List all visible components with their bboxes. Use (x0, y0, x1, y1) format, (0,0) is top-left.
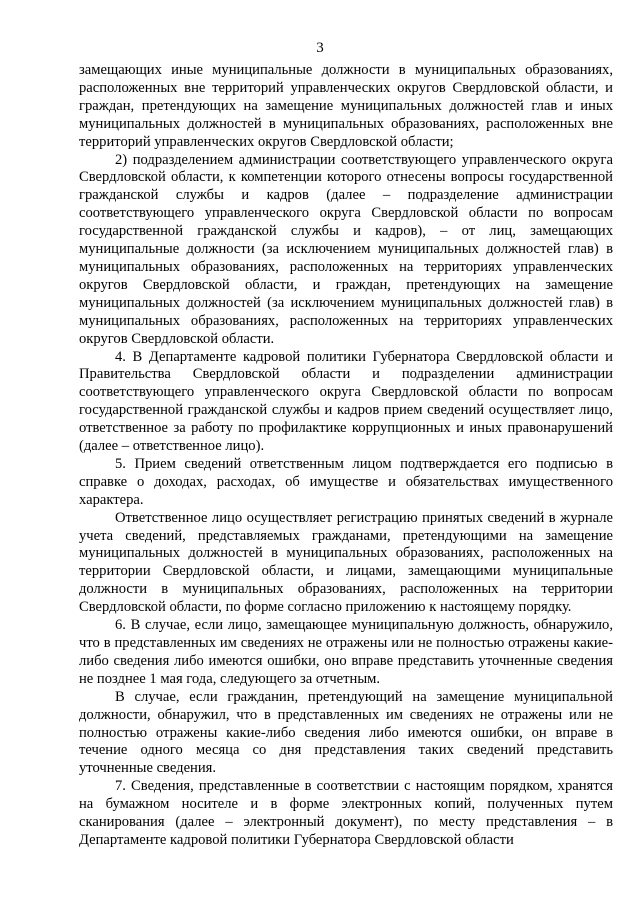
paragraph-item-5: 5. Прием сведений ответственным лицом подтверждается его подписью в справке о доходах, расходах, об имуществе и обязательствах имущественного характера. (79, 455, 613, 508)
page-number: 3 (316, 40, 324, 56)
document-body (79, 62, 613, 850)
paragraph-registration: Ответственное лицо осуществляет регистрацию принятых сведений в журнале учета сведений, представляемых гражданами, претендующими на замещение муниципальных должностей в муниципальных образованиях, расположенных на территории Свердловской области, и лицами, замещающими муниципальные должности в муниципальных образованиях, расположенных на территории Свердловской области, по форме согласно приложению к настоящему порядку. (79, 509, 613, 616)
paragraph-citizen-correction: В случае, если гражданин, претендующий на замещение муниципальной должности, обнаружил, что в представленных им сведениях не отражены или не полностью отражены какие-либо сведения либо имеются ошибки, он вправе в течение одного месяца со дня представления таких сведений представить уточненные сведения. (79, 688, 613, 777)
paragraph-continuation: замещающих иные муниципальные должности в муниципальных образованиях, расположенных вне территорий управленческих округов Свердловской области, и граждан, претендующих на замещение муниципальных должностей глав и иных муниципальных должностей в муниципальных образованиях, расположенных вне территорий управленческих округов Свердловской области; (79, 62, 613, 150)
paragraph-item-7: 7. Сведения, представленные в соответствии с настоящим порядком, хранятся на бумажном носителе и в форме электронных копий, полученных путем сканирования (далее – электронный документ), по месту представления – в Департаменте кадровой политики Губернатора Свердловской области (79, 778, 613, 848)
paragraph-item-6: 6. В случае, если лицо, замещающее муниципальную должность, обнаружило, что в представленных им сведениях не отражены или не полностью отражены какие-либо сведения либо имеются ошибки, оно вправе представить уточненные сведения не позднее 1 мая года, следующего за отчетным. (79, 617, 613, 687)
paragraph-item-4: 4. В Департаменте кадровой политики Губернатора Свердловской области и Правительства Свердловской области и подразделении администрации соответствующего управленческого округа Свердловской области по вопросам государственной гражданской службы и кадров прием сведений осуществляет лицо, ответственное за работу по профилактике коррупционных и иных правонарушений (далее – ответственное лицо). (79, 348, 613, 455)
paragraph-item-2: 2) подразделением администрации соответствующего управленческого округа Свердловской области, к компетенции которого отнесены вопросы государственной гражданской службы и кадров (далее – подразделение администрации соответствующего управленческого округа Свердловской области по вопросам государственной гражданской службы и кадров), – от лиц, замещающих муниципальные должности (за исключением муниципальных должностей глав) в муниципальных образованиях, расположенных на территориях управленческих округов Свердловской области, и граждан, претендующих на замещение муниципальных должностей (за исключением муниципальных должностей глав) в муниципальных образованиях, расположенных на территориях управленческих округов Свердловской области. (79, 151, 613, 347)
